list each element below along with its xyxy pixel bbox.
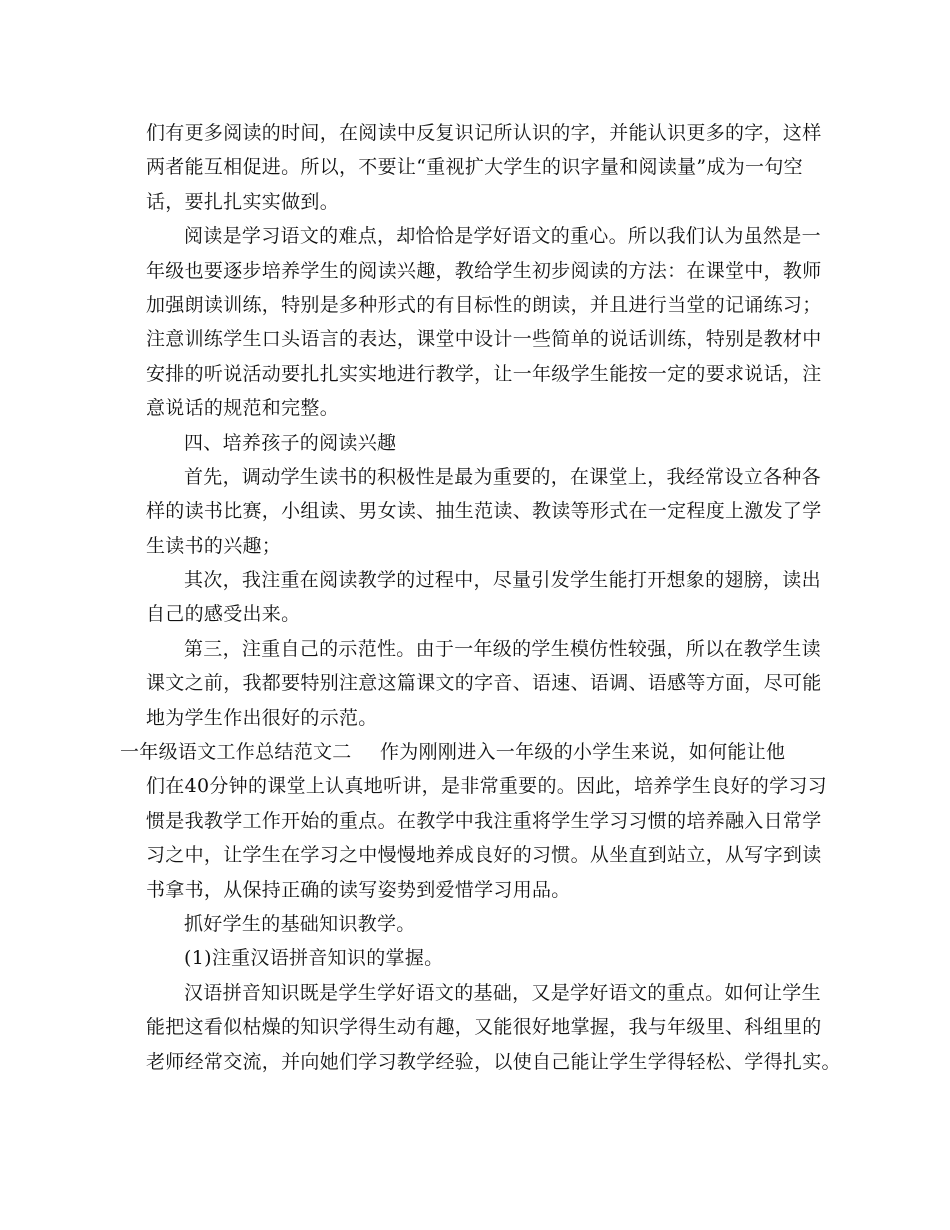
paragraph-start: 阅读是学习语文的难点，却恰恰是学好语文的重心。所以我们认为虽然是一 [184, 225, 821, 248]
section-title: 一年级语文工作总结范文二 [120, 741, 352, 764]
document-body [120, 116, 841, 1079]
text-line: 老师经常交流，并向她们学习教学经验，以使自己能让学生学得轻松、学得扎实。 [146, 1050, 841, 1073]
text-line: 样的读书比赛，小组读、男女读、抽生范读、教读等形式在一定程度上激发了学 [146, 500, 822, 523]
text-line: 安排的听说活动要扎扎实实地进行教学，让一年级学生能按一定的要求说话，注 [146, 362, 822, 385]
text-line: 生读书的兴趣； [146, 534, 282, 557]
text-line: 地为学生作出很好的示范。 [146, 706, 378, 729]
section-heading: 四、培养孩子的阅读兴趣 [184, 431, 397, 454]
paragraph-start: 汉语拼音知识既是学生学好语文的基础，又是学好语文的重点。如何让学生 [184, 981, 821, 1004]
text-line: 书拿书，从保持正确的读写姿势到爱惜学习用品。 [146, 878, 571, 901]
text-line: 两者能互相促进。所以，不要让“重视扩大学生的识字量和阅读量”成为一句空 [146, 156, 803, 179]
text-line: 们有更多阅读的时间，在阅读中反复识记所认识的字，并能认识更多的字，这样 [146, 122, 822, 144]
text-line: 们在40分钟的课堂上认真地听讲，是非常重要的。因此，培养学生良好的学习习 [146, 775, 827, 798]
text-line: 惯是我教学工作开始的重点。在教学中我注重将学生学习习惯的培养融入日常学 [146, 809, 822, 832]
paragraph-start: 抓好学生的基础知识教学。 [184, 912, 416, 935]
text-line: 年级也要逐步培养学生的阅读兴趣，教给学生初步阅读的方法：在课堂中，教师 [146, 259, 822, 282]
list-item: (1)注重汉语拼音知识的掌握。 [184, 947, 444, 970]
text-line: 注意训练学生口头语言的表达，课堂中设计一些简单的说话训练，特别是教材中 [146, 328, 822, 351]
text-line: 意说话的规范和完整。 [146, 397, 340, 420]
text-line: 能把这看似枯燥的知识学得生动有趣，又能很好地掌握，我与年级里、科组里的 [146, 1016, 822, 1039]
paragraph-start: 首先，调动学生读书的积极性是最为重要的，在课堂上，我经常设立各种各 [184, 465, 821, 488]
text-line: 课文之前，我都要特别注意这篇课文的字音、语速、语调、语感等方面，尽可能 [146, 672, 822, 695]
text-line: 加强朗读训练，特别是多种形式的有目标性的朗读，并且进行当堂的记诵练习； [146, 293, 822, 316]
text-line: 自己的感受出来。 [146, 603, 301, 626]
section-first-line: 作为刚刚进入一年级的小学生来说，如何能让他 [380, 741, 786, 764]
paragraph-start: 第三，注重自己的示范性。由于一年级的学生模仿性较强，所以在教学生读 [184, 637, 821, 660]
text-line: 话，要扎扎实实做到。 [146, 190, 340, 213]
text-line: 习之中，让学生在学习之中慢慢地养成良好的习惯。从坐直到站立，从写字到读 [146, 844, 822, 867]
paragraph-start: 其次，我注重在阅读教学的过程中，尽量引发学生能打开想象的翅膀，读出 [184, 569, 821, 592]
section-title-line [120, 735, 826, 769]
